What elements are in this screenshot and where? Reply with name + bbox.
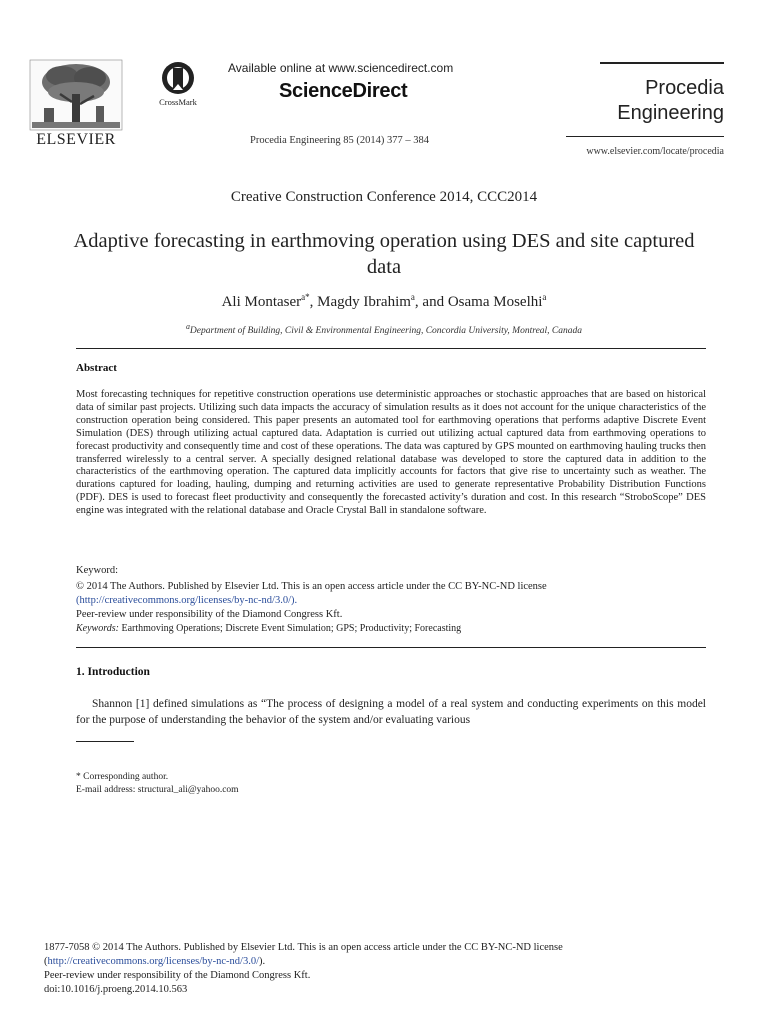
sciencedirect-brand[interactable]: ScienceDirect bbox=[279, 80, 408, 102]
journal-title-line-2: Engineering bbox=[617, 102, 724, 124]
elsevier-tree-icon bbox=[22, 58, 130, 134]
keyword-label: Keyword: bbox=[76, 565, 118, 576]
author-separator: , and bbox=[414, 294, 448, 310]
corresponding-author-email[interactable]: E-mail address: structural_ali@yahoo.com bbox=[76, 785, 239, 795]
license-statement: © 2014 The Authors. Published by Elsevier Ltd. This is an open access article under the CC BY-NC-ND license bbox=[76, 581, 547, 592]
conference-name: Creative Construction Conference 2014, CCC2014 bbox=[230, 189, 538, 205]
abstract-top-rule bbox=[76, 348, 706, 349]
author-name[interactable]: Osama Moselhi bbox=[447, 294, 543, 310]
keywords-line bbox=[76, 623, 461, 634]
affiliation-mark: a bbox=[185, 322, 190, 331]
author-name[interactable]: Ali Montaser bbox=[221, 294, 302, 310]
abstract-body: Most forecasting techniques for repetitive construction operations use deterministic approaches or stochastic approaches that are based on historical data of similar past projects. Utilizing such data impacts the accuracy of simulation results as it does not account for the unique characteristics of the construction operation being considered. This paper presents an automated tool for earthmoving operations that performs adaptive Discrete Event Simulation (DES) through utilizing actual captured data. Adaptation is curried out utilizing actual captured data from earthmoving operations to forecast productivity and consequently time and cost of these operations. The data was captured by GPS mounted on earthmoving hauling trucks then transferred wirelessly to a central server. A specially designed relational database was developed to store the captured data in addition to the characteristics of the earthmoving operation. The captured data implicitly accounts for factors that give rise to uncertainty such as weather. The durations captured for loading, hauling, dumping and returning activities are used to generate representative Probability Distribution Functions (PDF). DES is used to forecast fleet productivity and consequently the forecasted activity’s duration and cost. In this research “StroboScope” DES engine was integrated with the relational database and Oracle Crystal Ball in standalone software. bbox=[76, 389, 706, 517]
author-affiliation-mark: a bbox=[542, 292, 547, 302]
journal-reference: Procedia Engineering 85 (2014) 377 – 384 bbox=[250, 135, 430, 146]
crossmark-label: CrossMark bbox=[159, 97, 197, 107]
abstract-heading: Abstract bbox=[76, 362, 117, 374]
publisher-name: ELSEVIER bbox=[36, 131, 116, 148]
journal-url-link[interactable]: www.elsevier.com/locate/procedia bbox=[586, 146, 724, 157]
journal-title-line-1: Procedia bbox=[645, 77, 724, 99]
affiliation bbox=[0, 322, 768, 336]
article-title: Adaptive forecasting in earthmoving operation using DES and site captured data bbox=[73, 230, 695, 278]
section-heading-introduction: 1. Introduction bbox=[76, 666, 150, 678]
available-online-text: Available online at www.sciencedirect.com bbox=[228, 61, 454, 75]
footnote-rule bbox=[76, 741, 134, 742]
journal-title-bottom-rule bbox=[566, 136, 724, 137]
footer-license-line: (http://creativecommons.org/licenses/by-nc-nd/3.0/). bbox=[44, 956, 266, 967]
footer-peer-review: Peer-review under responsibility of the Diamond Congress Kft. bbox=[44, 970, 311, 981]
keywords-list: Earthmoving Operations; Discrete Event Simulation; GPS; Productivity; Forecasting bbox=[121, 623, 462, 634]
footer-copyright: 1877-7058 © 2014 The Authors. Published by Elsevier Ltd. This is an open access article under the CC BY-NC-ND license bbox=[44, 942, 563, 953]
journal-title bbox=[600, 76, 724, 126]
journal-title-top-rule bbox=[600, 62, 724, 64]
abstract-bottom-rule bbox=[76, 647, 706, 648]
author-separator: , bbox=[309, 294, 318, 310]
author-name[interactable]: Magdy Ibrahim bbox=[317, 294, 411, 310]
corresponding-author-note: * Corresponding author. bbox=[76, 772, 169, 782]
peer-review-statement: Peer-review under responsibility of the Diamond Congress Kft. bbox=[76, 609, 343, 620]
author-affiliation-mark: a bbox=[410, 292, 415, 302]
footer-doi[interactable]: doi:10.1016/j.proeng.2014.10.563 bbox=[44, 984, 188, 995]
keywords-label: Keywords: bbox=[76, 623, 119, 634]
license-url-link[interactable]: (http://creativecommons.org/licenses/by-nc-nd/3.0/). bbox=[76, 595, 298, 606]
author-affiliation-mark: a* bbox=[301, 292, 310, 302]
introduction-paragraph: Shannon [1] defined simulations as “The process of designing a model of a real system and conducting experiments on this model for the purpose of understanding the behavior of the system and/or evaluating various bbox=[76, 698, 706, 726]
affiliation-text: Department of Building, Civil & Environmental Engineering, Concordia University, Montreal, Canada bbox=[189, 326, 583, 337]
footer-license-url-link[interactable]: http://creativecommons.org/licenses/by-nc-nd/3.0/ bbox=[47, 956, 260, 967]
author-list bbox=[0, 292, 768, 311]
